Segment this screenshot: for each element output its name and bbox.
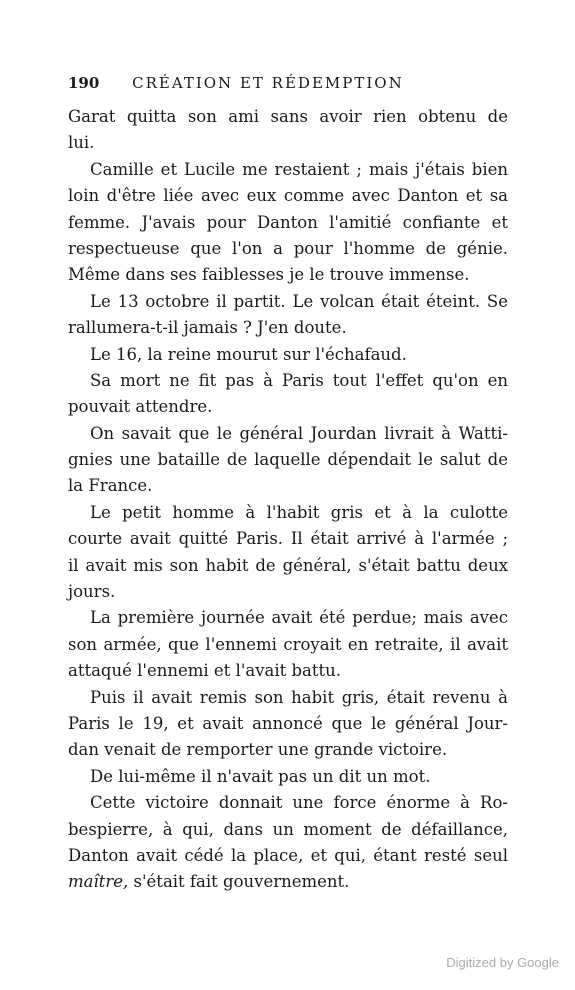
- text-line: Le 16, la reine mourut sur l'échafaud.: [90, 344, 407, 364]
- text-line: jours.: [68, 582, 116, 602]
- text-line: rallumera-t-il jamais ? J'en doute.: [68, 318, 347, 338]
- final-line-rest: s'était fait gouvernement.: [128, 872, 350, 892]
- text-line: La première journée avait été perdue; mais avec: [90, 608, 508, 628]
- text-line: lui.: [68, 133, 95, 153]
- text-line: On savait que le général Jourdan livrait à Watti-: [90, 423, 508, 443]
- text-line: la France.: [68, 476, 153, 496]
- text-line: Garat quitta son ami sans avoir rien obtenu de: [68, 107, 508, 126]
- text-line: loin d'être liée avec eux comme avec Danton et sa: [68, 186, 508, 206]
- text-line: gnies une bataille de laquelle dépendait le salut de: [68, 450, 508, 470]
- text-line: Camille et Lucile me restaient ; mais j'étais bien: [90, 159, 508, 179]
- text-line: Paris le 19, et avait annoncé que le général Jour-: [68, 713, 508, 733]
- text-line: Puis il avait remis son habit gris, était revenu à: [90, 687, 508, 707]
- text-line-final: [68, 869, 508, 895]
- text-line: pouvait attendre.: [68, 397, 213, 417]
- text-line: courte avait quitté Paris. Il était arrivé à l'armée ;: [68, 529, 508, 549]
- text-line: Le 13 octobre il partit. Le volcan était éteint. Se: [90, 291, 508, 311]
- text-line: Même dans ses faiblesses je le trouve immense.: [68, 265, 470, 285]
- text-line: bespierre, à qui, dans un moment de défaillance,: [68, 819, 508, 839]
- text-line: De lui-même il n'avait pas un dit un mot.: [90, 766, 431, 786]
- page-header: [68, 74, 508, 92]
- running-title: CRÉATION ET RÉDEMPTION: [132, 74, 404, 92]
- text-line: attaqué l'ennemi et l'avait battu.: [68, 661, 342, 681]
- text-line: respectueuse que l'on a pour l'homme de génie.: [68, 238, 508, 258]
- digitized-watermark: Digitized by Google: [446, 955, 559, 970]
- text-line: Danton avait cédé la place, et qui, étant resté seul: [68, 845, 508, 865]
- text-line: Le petit homme à l'habit gris et à la culotte: [90, 502, 508, 522]
- text-line: dan venait de remporter une grande victoire.: [68, 740, 448, 760]
- text-line: il avait mis son habit de général, s'était battu deux: [68, 555, 508, 575]
- text-line: Sa mort ne fit pas à Paris tout l'effet qu'on en: [90, 370, 508, 390]
- body-text: [68, 104, 508, 896]
- text-line: femme. J'avais pour Danton l'amitié confiante et: [68, 212, 508, 232]
- page-number: 190: [68, 74, 100, 92]
- text-line: Cette victoire donnait une force énorme à Ro-: [90, 793, 508, 813]
- italic-word: maître,: [68, 872, 129, 892]
- text-line: son armée, que l'ennemi croyait en retraite, il avait: [68, 634, 508, 654]
